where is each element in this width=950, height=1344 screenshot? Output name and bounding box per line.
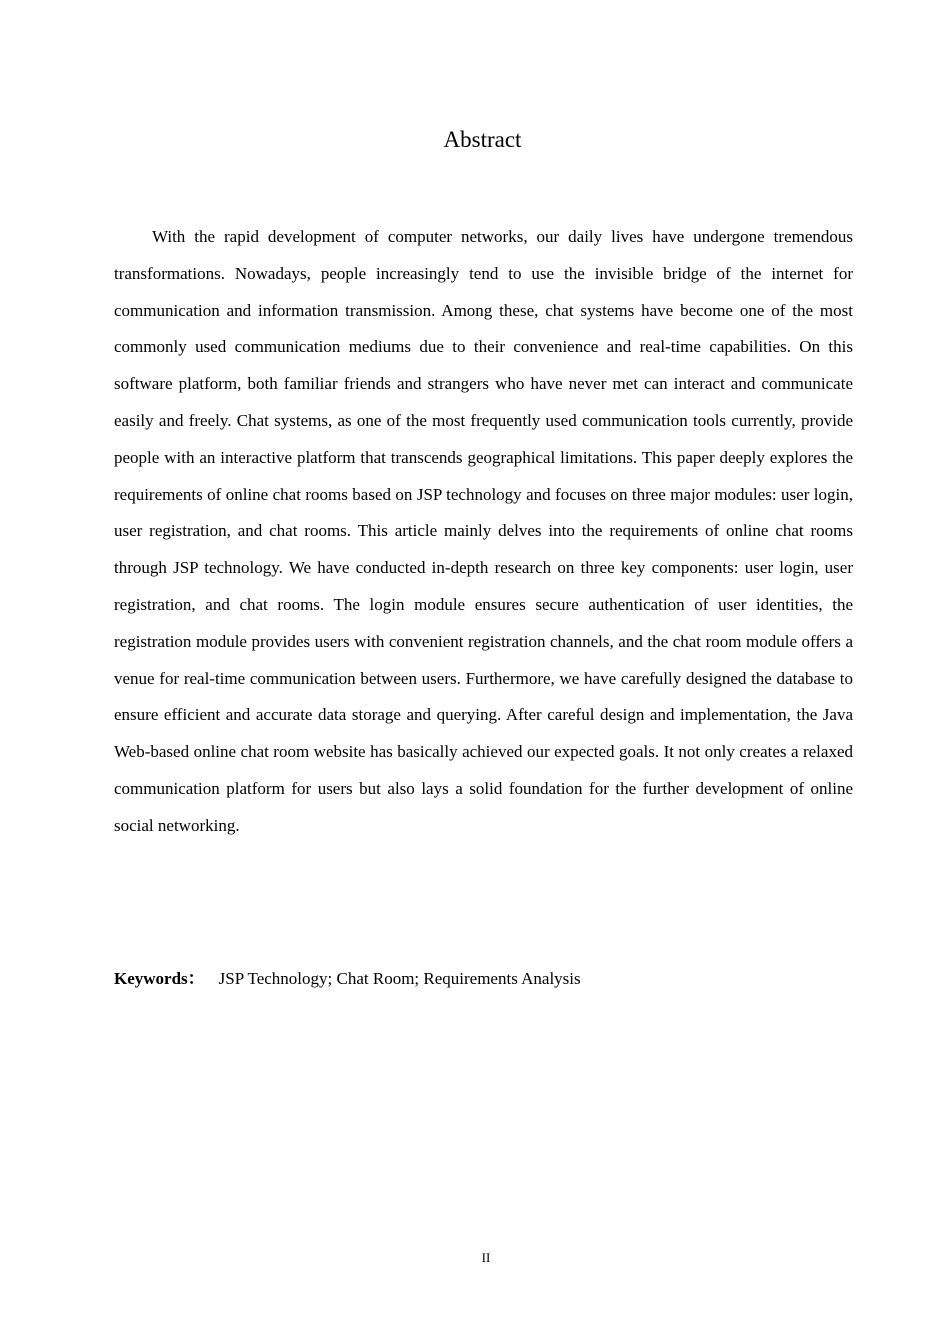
keywords-label: Keywords： [114,969,205,988]
keywords-text: JSP Technology; Chat Room; Requirements Analysis [218,969,581,988]
keywords-line [114,963,853,995]
page-number: II [481,1250,491,1265]
page-title: Abstract [443,127,522,152]
abstract-paragraph: With the rapid development of computer networks, our daily lives have undergone tremendous transformations. Nowadays, people increasingly tend to use the invisible bridge of the internet for communication and information transmission. Among these, chat systems have become one of the most commonly used communication mediums due to their convenience and real-time capabilities. On this software platform, both familiar friends and strangers who have never met can interact and communicate easily and freely. Chat systems, as one of the most frequently used communication tools currently, provide people with an interactive platform that transcends geographical limitations. This paper deeply explores the requirements of online chat rooms based on JSP technology and focuses on three major modules: user login, user registration, and chat rooms. This article mainly delves into the requirements of online chat rooms through JSP technology. We have conducted in-depth research on three key components: user login, user registration, and chat rooms. The login module ensures secure authentication of user identities, the registration module provides users with convenient registration channels, and the chat room module offers a venue for real-time communication between users. Furthermore, we have carefully designed the database to ensure efficient and accurate data storage and querying. After careful design and implementation, the Java Web-based online chat room website has basically achieved our expected goals. It not only creates a relaxed communication platform for users but also lays a solid foundation for the further development of online social networking. [114,227,853,835]
